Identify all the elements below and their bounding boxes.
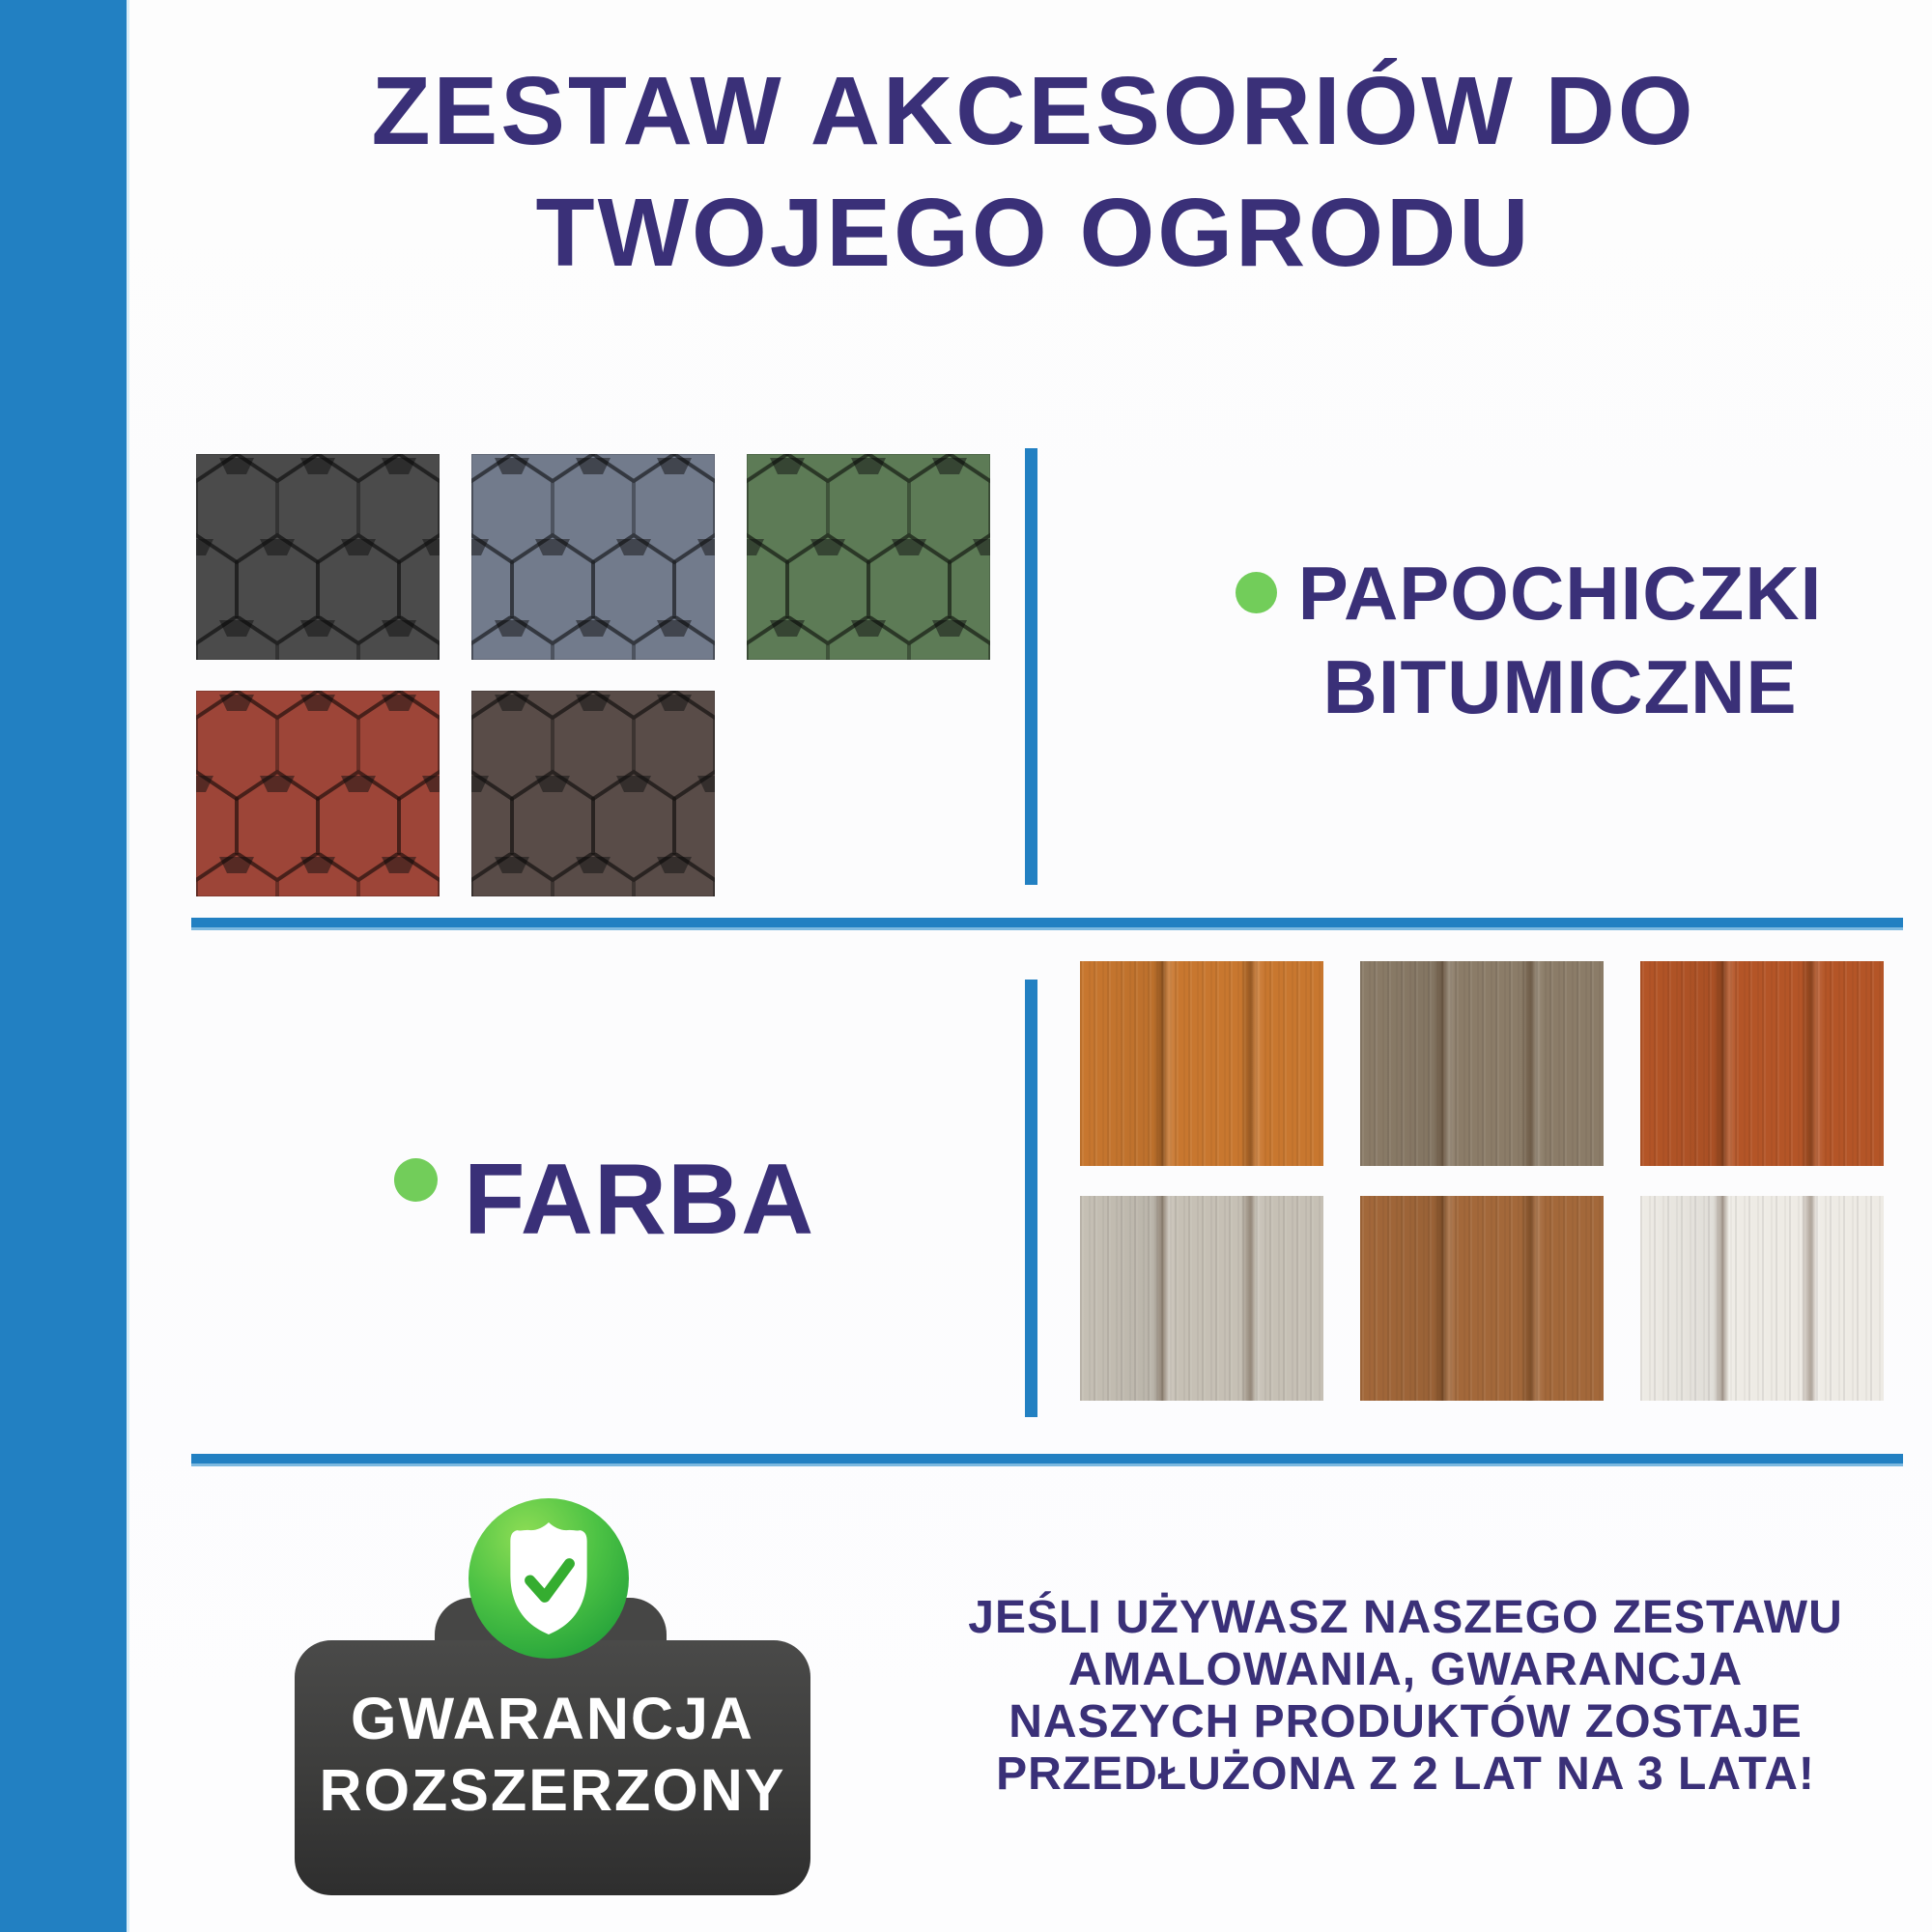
section-divider-horizontal-2: [191, 1454, 1903, 1466]
warranty-note-line: AMALOWANIA, GWARANCJA: [1067, 1644, 1744, 1695]
green-dot-icon: [1236, 572, 1277, 613]
warranty-badge-line2: ROZSZERZONY: [319, 1757, 786, 1823]
wood-swatch-gray-brown: [1360, 961, 1604, 1166]
left-accent-bar: [0, 0, 129, 1932]
wood-swatch-mahogany: [1640, 961, 1884, 1166]
wood-swatch-light-gray: [1080, 1196, 1323, 1401]
section-divider-vertical-1: [1025, 448, 1037, 885]
warranty-note-line: JEŚLI UŻYWASZ NASZEGO ZESTAWU: [968, 1592, 1843, 1643]
shingles-label-line1: PAPOCHICZKI: [1297, 551, 1823, 636]
shingle-swatch-grid: [196, 454, 990, 896]
green-dot-icon: [394, 1158, 438, 1202]
warranty-note-line: PRZEDŁUŻONA Z 2 LAT NA 3 LATA!: [996, 1748, 1815, 1800]
warranty-badge-text: [295, 1683, 810, 1826]
warranty-badge-line1: GWARANCJA: [351, 1686, 754, 1751]
shingle-swatch-brown: [471, 691, 715, 896]
warranty-note-line: NASZYCH PRODUKTÓW ZOSTAJE: [1009, 1696, 1803, 1747]
wood-swatch-grid: [1080, 961, 1884, 1401]
shield-check-glyph: [498, 1520, 599, 1637]
wood-swatch-pine-orange: [1080, 961, 1323, 1166]
shingle-swatch-red: [196, 691, 440, 896]
shingle-swatch-dark-gray: [196, 454, 440, 660]
wood-swatch-teak-brown: [1360, 1196, 1604, 1401]
shingles-section-label: [1285, 547, 1835, 734]
shield-check-icon: [469, 1498, 629, 1659]
section-divider-vertical-2: [1025, 980, 1037, 1417]
page-title: [135, 50, 1932, 294]
warranty-note: [966, 1592, 1845, 1801]
wood-swatch-white: [1640, 1196, 1884, 1401]
section-divider-horizontal-1: [191, 918, 1903, 930]
paint-section-label: FARBA: [464, 1144, 815, 1256]
shingle-swatch-green: [747, 454, 990, 660]
shingle-swatch-blue-gray: [471, 454, 715, 660]
page-title-line1: ZESTAW AKCESORIÓW DO: [371, 57, 1696, 165]
shingles-label-line2: BITUMICZNE: [1322, 644, 1798, 729]
page-title-line2: TWOJEGO OGRODU: [535, 179, 1532, 287]
